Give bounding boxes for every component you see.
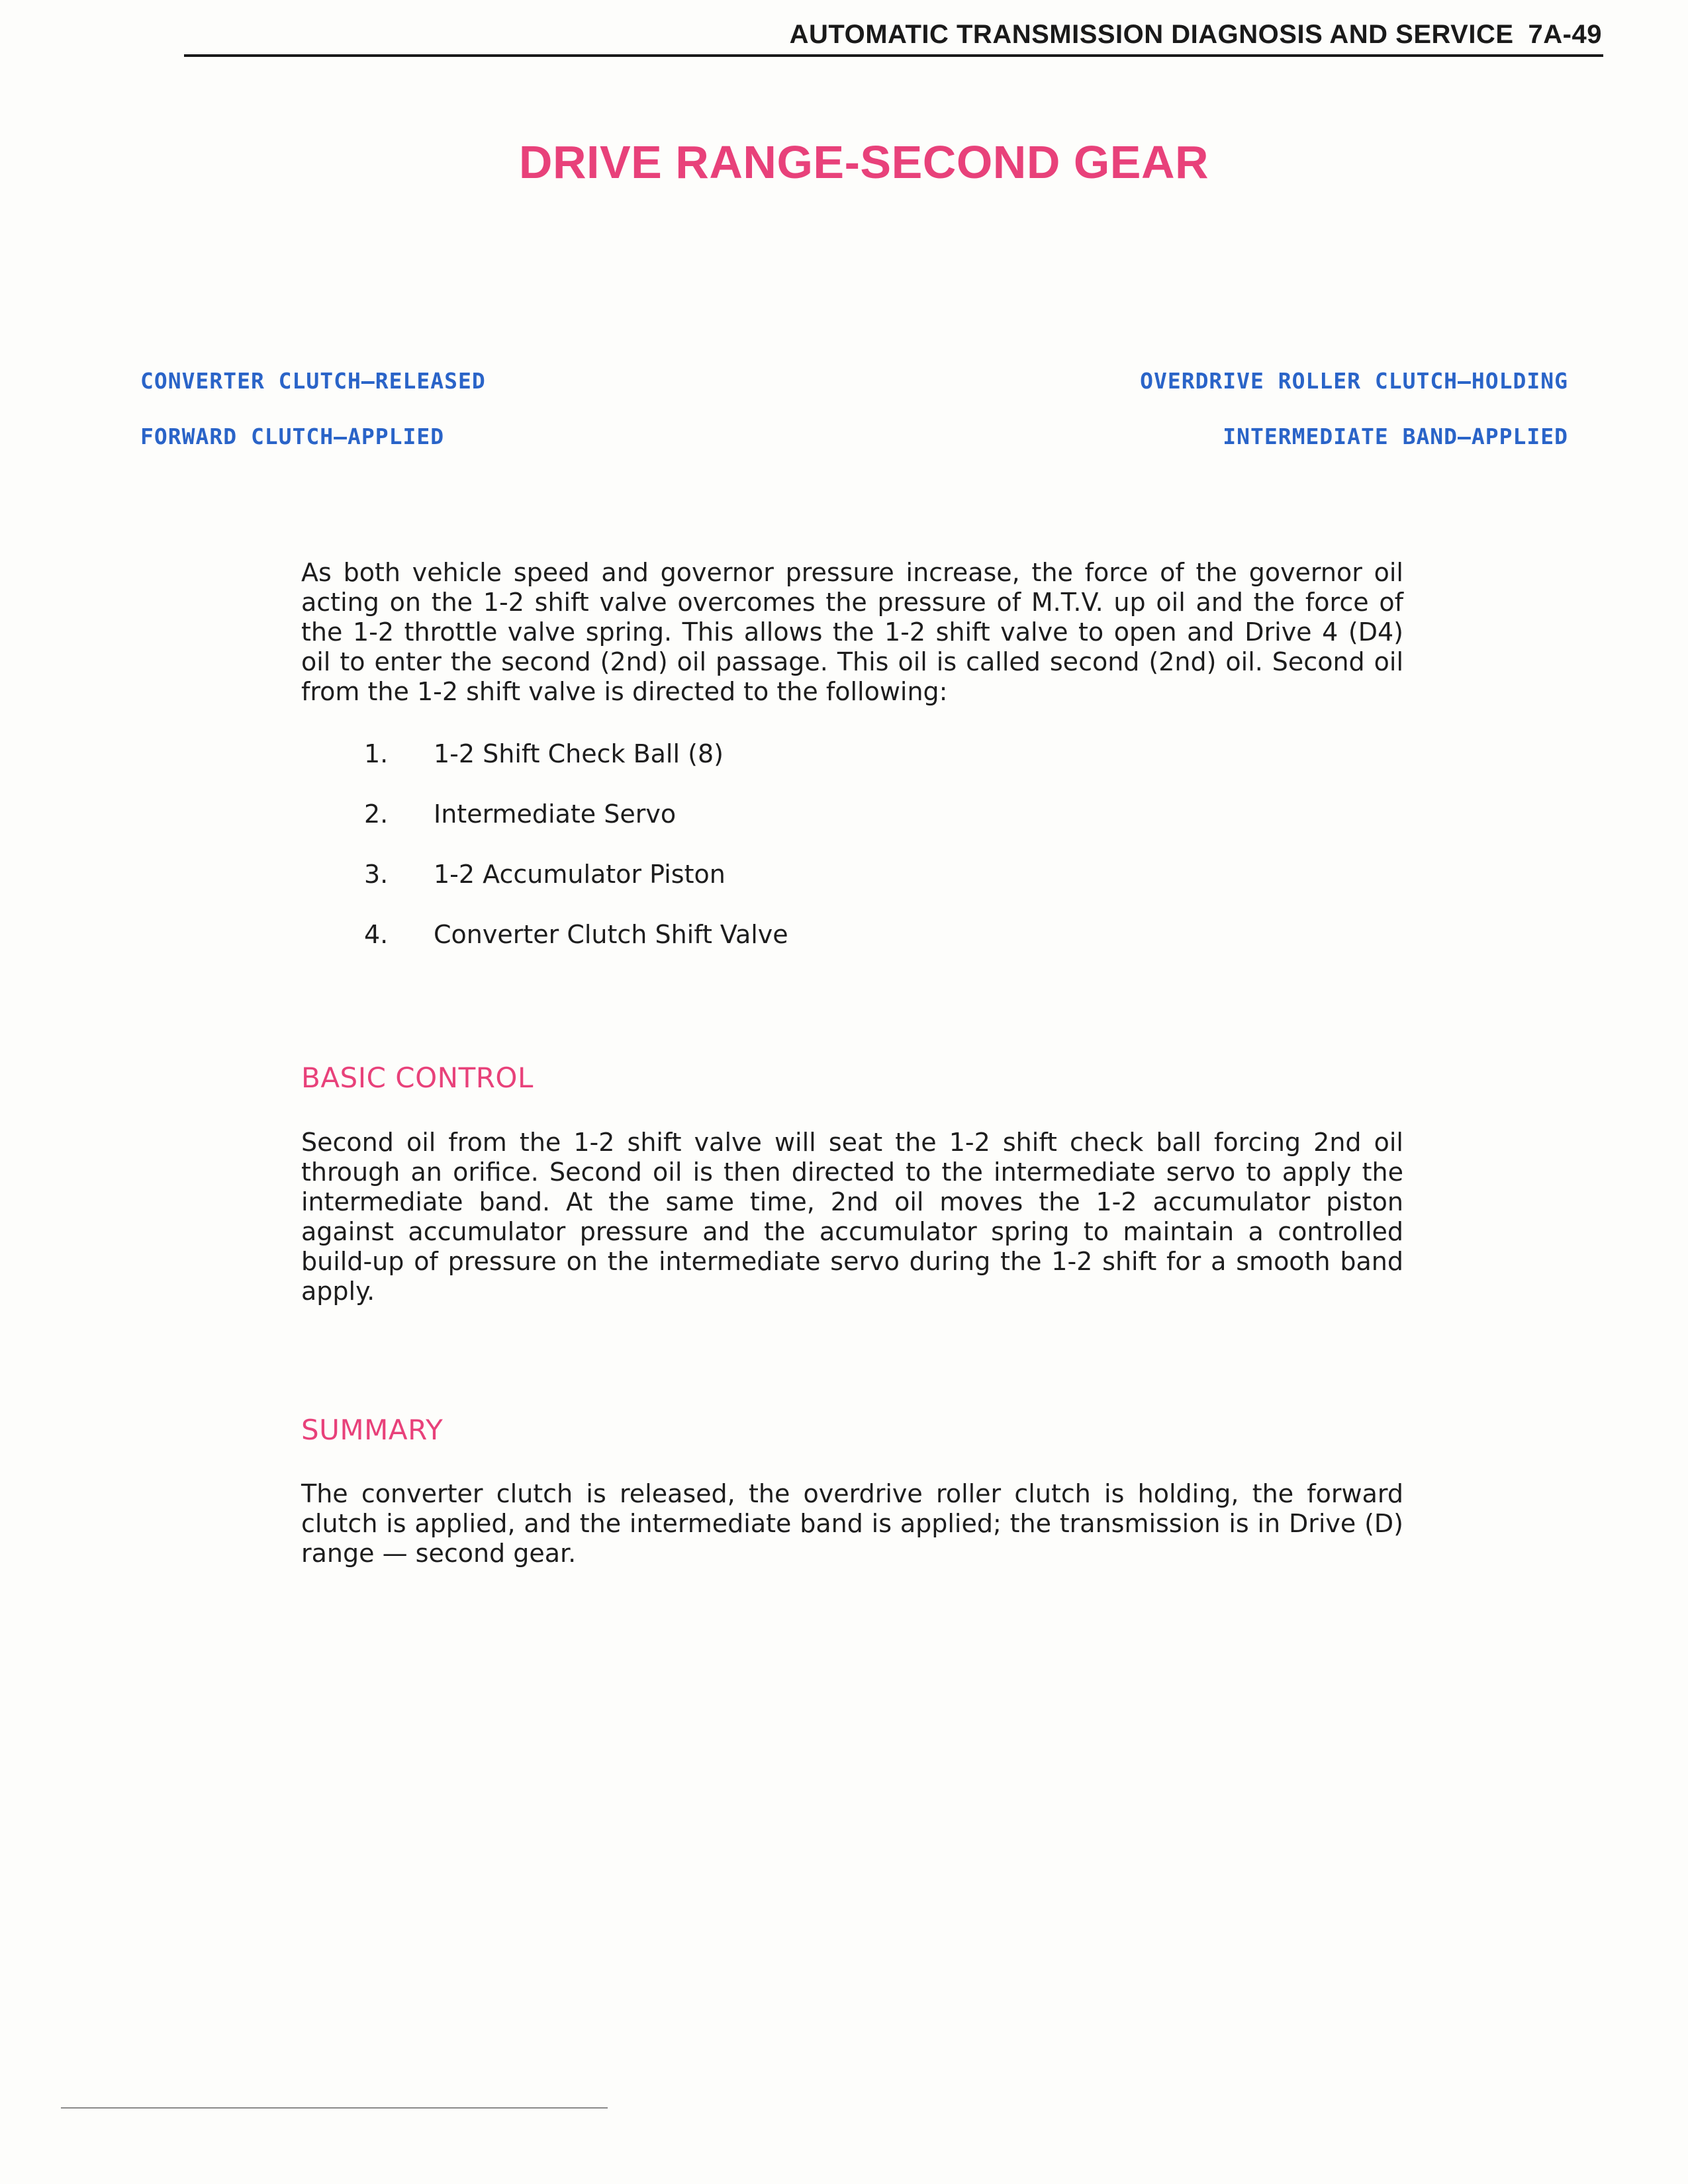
list-item [364, 739, 788, 799]
list-item [364, 920, 788, 980]
summary-paragraph: The converter clutch is released, the overdrive roller clutch is holding, the forward clutch is applied, and the intermediate band is applied; the transmission is in Drive (D) range — second gear. [301, 1479, 1403, 1568]
list-item [364, 799, 788, 860]
page-number: 7A-49 [1528, 20, 1602, 49]
list-item-text: Intermediate Servo [434, 799, 677, 829]
second-oil-destination-list [364, 739, 788, 980]
list-item-text: 1-2 Shift Check Ball (8) [434, 739, 724, 768]
list-item-number: 3. [364, 860, 389, 889]
list-item-number: 4. [364, 920, 389, 949]
running-header [0, 20, 1602, 50]
list-item [364, 860, 788, 920]
status-overdrive-roller-clutch: OVERDRIVE ROLLER CLUTCH—HOLDING [1140, 368, 1568, 394]
status-forward-clutch: FORWARD CLUTCH—APPLIED [140, 424, 445, 449]
basic-control-heading: BASIC CONTROL [301, 1062, 534, 1094]
list-item-text: Converter Clutch Shift Valve [434, 920, 788, 949]
basic-control-paragraph: Second oil from the 1-2 shift valve will seat the 1-2 shift check ball forcing 2nd oil through an orifice. Second oil is then directed to the intermediate servo to apply the intermediate band. At the same time, 2nd oil moves the 1-2 accumulator piston against accumulator pressure and the accumulator spring to maintain a controlled build-up of pressure on the intermediate servo during the 1-2 shift for a smooth band apply. [301, 1128, 1403, 1306]
intro-paragraph: As both vehicle speed and governor pressure increase, the force of the governor oil acting on the 1-2 shift valve overcomes the pressure of M.T.V. up oil and the force of the 1-2 throttle valve spring. This allows the 1-2 shift valve to open and Drive 4 (D4) oil to enter the second (2nd) oil passage. This oil is called second (2nd) oil. Second oil from the 1-2 shift valve is directed to the following: [301, 558, 1403, 706]
header-rule [184, 54, 1603, 57]
section-title: AUTOMATIC TRANSMISSION DIAGNOSIS AND SERVICE [789, 20, 1514, 49]
list-item-text: 1-2 Accumulator Piston [434, 860, 726, 889]
status-intermediate-band: INTERMEDIATE BAND—APPLIED [1223, 424, 1568, 449]
summary-heading: SUMMARY [301, 1414, 444, 1446]
list-item-number: 2. [364, 799, 389, 829]
status-converter-clutch: CONVERTER CLUTCH—RELEASED [140, 368, 486, 394]
page-title: DRIVE RANGE-SECOND GEAR [518, 136, 1209, 188]
list-item-number: 1. [364, 739, 389, 768]
footer-rule [61, 2107, 608, 2109]
